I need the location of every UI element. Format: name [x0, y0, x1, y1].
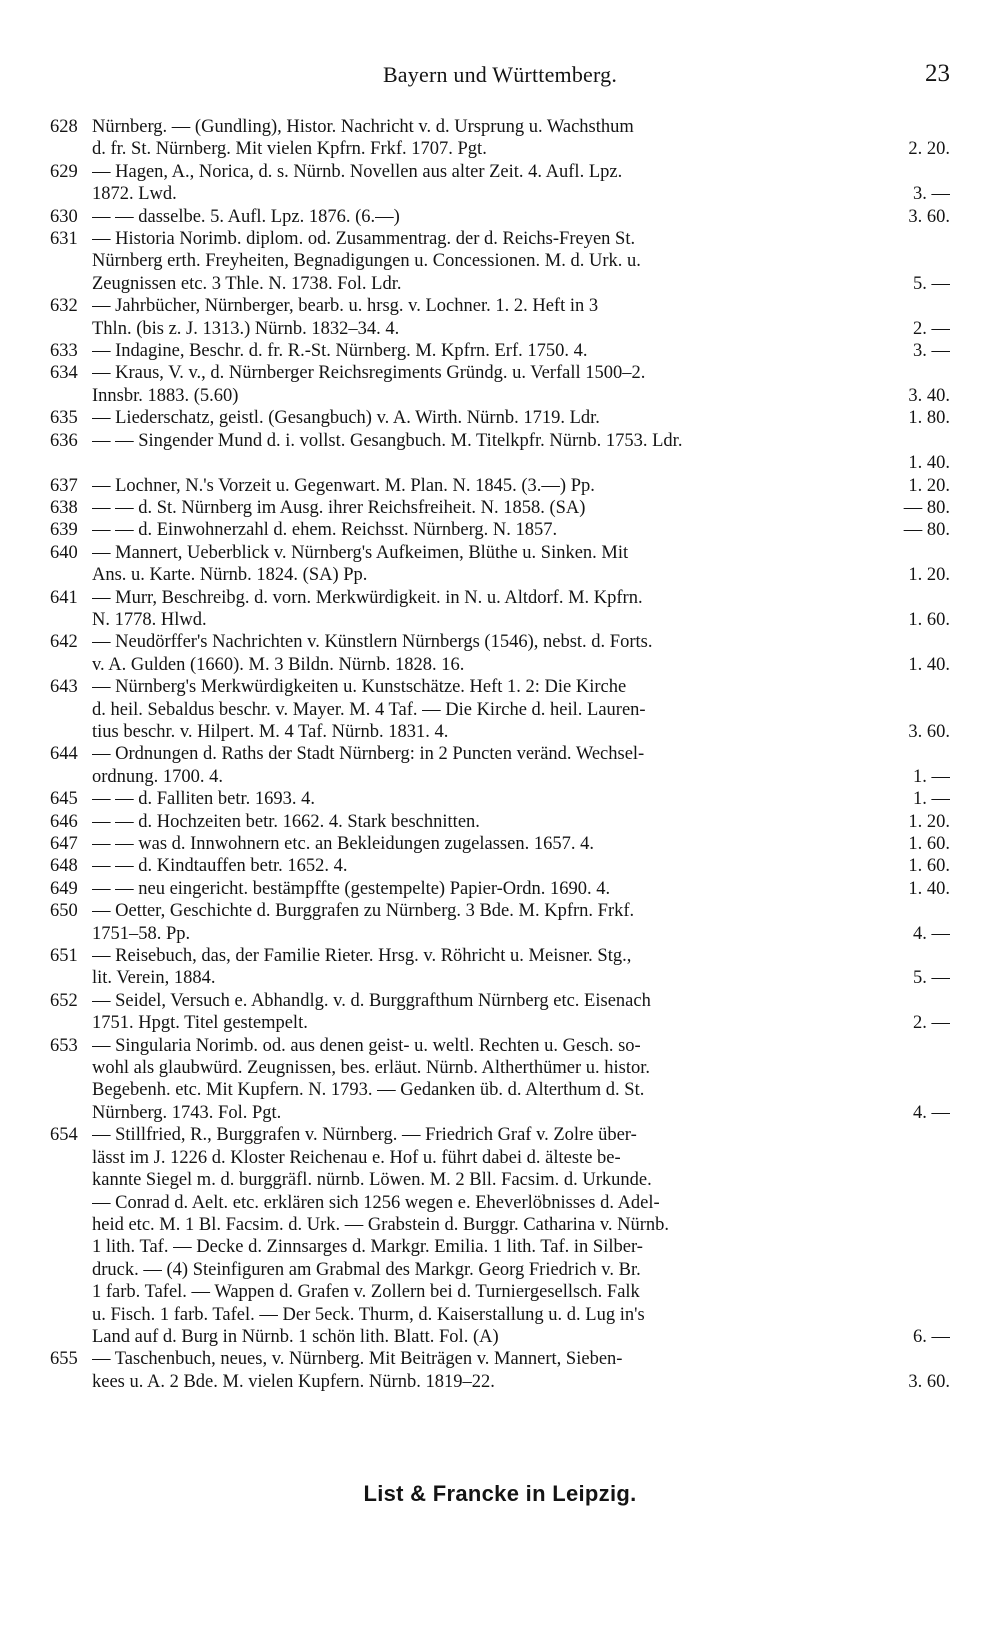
catalog-entry — [50, 407, 950, 429]
entry-text: — Oetter, Geschichte d. Burggrafen zu Nürnberg. 3 Bde. M. Kpfrn. Frkf. — [92, 901, 635, 922]
entry-number: 640 — [50, 542, 78, 563]
entry-price: 1. 60. — [908, 834, 950, 854]
entry-line — [92, 1214, 950, 1236]
entry-number: 646 — [50, 811, 78, 832]
entry-text: — Taschenbuch, neues, v. Nürnberg. Mit Beiträgen v. Mannert, Sieben- — [92, 1349, 623, 1370]
entry-line — [92, 362, 950, 384]
entry-price: 2. 20. — [908, 139, 950, 160]
entry-line — [92, 475, 950, 497]
entry-price: 2. — — [913, 318, 950, 339]
entry-price: 3. 60. — [908, 1371, 950, 1392]
entry-price: 1. 60. — [908, 856, 950, 877]
entry-text: 1751–58. Pp. — [92, 923, 191, 944]
entry-number: 647 — [50, 834, 78, 854]
catalog-entry — [50, 542, 950, 587]
entry-line — [92, 273, 950, 295]
entry-line — [92, 1124, 950, 1146]
entry-text: — — Singender Mund d. i. vollst. Gesangbuch. M. Titelkpfr. Nürnb. 1753. Ldr. — [92, 430, 683, 451]
entry-line — [92, 452, 950, 474]
entry-text: Begebenh. etc. Mit Kupfern. N. 1793. — Gedanken üb. d. Alterthum d. St. — [92, 1080, 645, 1101]
publisher-footer: List & Francke in Leipzig. — [363, 1481, 637, 1506]
entry-line — [92, 923, 950, 945]
catalog-entry — [50, 116, 950, 161]
catalog-entry — [50, 1035, 950, 1125]
entry-price: 4. — — [913, 1102, 950, 1123]
entry-price: 1. 20. — [908, 475, 950, 496]
entry-line — [92, 497, 950, 519]
entry-line — [92, 1147, 950, 1169]
entry-text: — — was d. Innwohnern etc. an Bekleidungen zugelassen. 1657. 4. — [92, 834, 594, 854]
entry-text: — Liederschatz, geistl. (Gesangbuch) v. A. Wirth. Nürnb. 1719. Ldr. — [92, 408, 600, 429]
entry-text: Land auf d. Burg in Nürnb. 1 schön lith. Blatt. Fol. (A) — [92, 1326, 499, 1347]
entry-number: 637 — [50, 475, 78, 496]
entry-line — [92, 564, 950, 586]
catalog-entry — [50, 900, 950, 945]
entry-text: — Ordnungen d. Raths der Stadt Nürnberg: in 2 Puncten veränd. Wechsel- — [92, 744, 645, 765]
entry-number: 631 — [50, 229, 78, 250]
entry-text: — Nürnberg's Merkwürdigkeiten u. Kunstschätze. Heft 1. 2: Die Kirche — [92, 677, 627, 698]
entry-number: 628 — [50, 117, 78, 137]
entry-price: 3. 60. — [908, 721, 950, 742]
entry-line — [92, 1281, 950, 1303]
entry-line — [92, 138, 950, 160]
entry-text: lässt im J. 1226 d. Kloster Reichenau e. Hof u. führt dabei d. älteste be- — [92, 1147, 621, 1168]
entry-text: — Jahrbücher, Nürnberger, bearb. u. hrsg. v. Lochner. 1. 2. Heft in 3 — [92, 296, 599, 317]
entry-line — [92, 519, 950, 541]
entry-text: N. 1778. Hlwd. — [92, 609, 207, 630]
entry-text: — — d. St. Nürnberg im Ausg. ihrer Reichsfreiheit. N. 1858. (SA) — [92, 497, 586, 518]
entry-text: 1872. Lwd. — [92, 184, 177, 205]
entry-line — [92, 116, 950, 138]
entry-price: 5. — — [913, 968, 950, 989]
entry-price: 1. — — [913, 766, 950, 787]
entry-line — [92, 1304, 950, 1326]
page-number: 23 — [925, 60, 950, 87]
entry-number: 645 — [50, 789, 78, 810]
entry-price: 4. — — [913, 923, 950, 944]
entry-text: kees u. A. 2 Bde. M. vielen Kupfern. Nürnb. 1819–22. — [92, 1371, 495, 1392]
entry-line — [92, 385, 950, 407]
entry-price: 1. 40. — [908, 878, 950, 899]
entry-text: druck. — (4) Steinfiguren am Grabmal des Markgr. Georg Friedrich v. Br. — [92, 1259, 641, 1280]
entry-price: 1. 80. — [908, 408, 950, 429]
entry-text: — — d. Falliten betr. 1693. 4. — [92, 789, 316, 810]
entry-number: 653 — [50, 1035, 78, 1056]
entry-line — [92, 1259, 950, 1281]
entry-text: 1751. Hpgt. Titel gestempelt. — [92, 1013, 308, 1034]
entry-line — [92, 340, 950, 362]
entry-text: — — d. Einwohnerzahl d. ehem. Reichsst. Nürnberg. N. 1857. — [92, 520, 558, 541]
entry-line — [92, 699, 950, 721]
entry-number: 642 — [50, 632, 78, 653]
entry-text: Nürnberg. 1743. Fol. Pgt. — [92, 1102, 282, 1123]
entry-price: 3. — — [913, 184, 950, 205]
entry-price: — 80. — [903, 497, 950, 518]
catalog-entry — [50, 945, 950, 990]
entry-text: Nürnberg. — (Gundling), Histor. Nachricht v. d. Ursprung u. Wachsthum — [92, 117, 634, 137]
catalog-entry — [50, 206, 950, 228]
entry-line — [92, 945, 950, 967]
entry-number: 644 — [50, 744, 78, 765]
entry-price: 6. — — [913, 1326, 950, 1347]
entry-text: Thln. (bis z. J. 1313.) Nürnb. 1832–34. 4. — [92, 318, 400, 339]
entry-line — [92, 676, 950, 698]
entry-text: — Seidel, Versuch e. Abhandlg. v. d. Burggrafthum Nürnberg etc. Eisenach — [92, 990, 651, 1011]
page-title: Bayern und Württemberg. — [382, 62, 618, 87]
entry-line — [92, 654, 950, 676]
catalog-entry — [50, 990, 950, 1035]
entry-number: 654 — [50, 1125, 78, 1146]
entry-line — [92, 250, 950, 272]
entry-text: — Murr, Beschreibg. d. vorn. Merkwürdigkeit. in N. u. Altdorf. M. Kpfrn. — [92, 587, 643, 608]
entry-line — [92, 318, 950, 340]
entry-number: 638 — [50, 497, 78, 518]
entry-number: 643 — [50, 677, 78, 698]
catalog-entry — [50, 743, 950, 788]
entry-text: kannte Siegel m. d. burggräfl. nürnb. Löwen. M. 2 Bll. Facsim. d. Urkunde. — [92, 1170, 652, 1191]
entry-text: Ans. u. Karte. Nürnb. 1824. (SA) Pp. — [92, 565, 368, 586]
catalog-entry — [50, 587, 950, 632]
entry-text: — Neudörffer's Nachrichten v. Künstlern Nürnbergs (1546), nebst. d. Forts. — [92, 632, 653, 653]
entry-line — [92, 766, 950, 788]
entry-text: 1 farb. Tafel. — Wappen d. Grafen v. Zollern bei d. Turniergesellsch. Falk — [92, 1282, 640, 1303]
entry-text: heid etc. M. 1 Bl. Facsim. d. Urk. — Grabstein d. Burggr. Catharina v. Nürnb. — [92, 1214, 670, 1235]
catalog-entry — [50, 295, 950, 340]
entry-line — [92, 430, 950, 452]
entry-number: 650 — [50, 901, 78, 922]
entry-line — [92, 811, 950, 833]
entry-number: 633 — [50, 341, 78, 362]
catalog-entry — [50, 1124, 950, 1348]
entry-number: 630 — [50, 206, 78, 227]
entry-line — [92, 609, 950, 631]
entry-line — [92, 542, 950, 564]
entry-text: — — dasselbe. 5. Aufl. Lpz. 1876. (6.—) — [92, 206, 400, 227]
catalog-entry — [50, 228, 950, 295]
entry-price: 2. — — [913, 1013, 950, 1034]
entry-text: tius beschr. v. Hilpert. M. 4 Taf. Nürnb. 1831. 4. — [92, 721, 449, 742]
entry-line — [92, 295, 950, 317]
entry-text: — Indagine, Beschr. d. fr. R.-St. Nürnberg. M. Kpfrn. Erf. 1750. 4. — [92, 341, 588, 362]
entry-price: 1. 40. — [908, 453, 950, 474]
entry-text: ordnung. 1700. 4. — [92, 766, 224, 787]
entry-number: 652 — [50, 990, 78, 1011]
catalog-entry — [50, 788, 950, 810]
entry-line — [92, 183, 950, 205]
entry-line — [92, 1236, 950, 1258]
entry-line — [92, 743, 950, 765]
entry-line — [92, 1192, 950, 1214]
catalog-entry — [50, 475, 950, 497]
entry-number: 632 — [50, 296, 78, 317]
entry-text: — — d. Hochzeiten betr. 1662. 4. Stark beschnitten. — [92, 811, 480, 832]
page-header — [50, 62, 950, 94]
entry-price: 3. 40. — [908, 385, 950, 406]
catalog-entry — [50, 430, 950, 475]
entry-line — [92, 1169, 950, 1191]
entry-line — [92, 1012, 950, 1034]
entry-line — [92, 1079, 950, 1101]
entry-line — [92, 833, 950, 855]
catalog-entries — [50, 116, 950, 1393]
entry-line — [92, 1348, 950, 1370]
entry-text: d. heil. Sebaldus beschr. v. Mayer. M. 4 Taf. — Die Kirche d. heil. Lauren- — [92, 699, 646, 720]
entry-price: 1. 20. — [908, 565, 950, 586]
entry-text: — Hagen, A., Norica, d. s. Nürnb. Novellen aus alter Zeit. 4. Aufl. Lpz. — [92, 161, 623, 182]
entry-line — [92, 878, 950, 900]
entry-text: — Kraus, V. v., d. Nürnberger Reichsregiments Gründg. u. Verfall 1500–2. — [92, 363, 646, 384]
entry-line — [92, 788, 950, 810]
entry-line — [92, 587, 950, 609]
entry-number: 648 — [50, 856, 78, 877]
entry-text: — — neu eingericht. bestämpffte (gestempelte) Papier-Ordn. 1690. 4. — [92, 878, 611, 899]
catalog-entry — [50, 833, 950, 855]
entry-number: 636 — [50, 430, 78, 451]
catalog-entry — [50, 855, 950, 877]
entry-line — [92, 900, 950, 922]
catalog-entry — [50, 676, 950, 743]
entry-text: — Singularia Norimb. od. aus denen geist- u. weltl. Rechten u. Gesch. so- — [92, 1035, 641, 1056]
entry-price: 1. 60. — [908, 609, 950, 630]
entry-line — [92, 1326, 950, 1348]
entry-price: 3. 60. — [908, 206, 950, 227]
catalog-entry — [50, 519, 950, 541]
entry-number: 639 — [50, 520, 78, 541]
entry-price: — 80. — [903, 520, 950, 541]
entry-line — [92, 967, 950, 989]
entry-line — [92, 1057, 950, 1079]
entry-text: lit. Verein, 1884. — [92, 968, 216, 989]
entry-text: — Conrad d. Aelt. etc. erklären sich 1256 wegen e. Eheverlöbnisses d. Adel- — [92, 1192, 660, 1213]
entry-line — [92, 1035, 950, 1057]
entry-line — [92, 161, 950, 183]
entry-line — [92, 631, 950, 653]
entry-line — [92, 990, 950, 1012]
entry-number: 634 — [50, 363, 78, 384]
entry-line — [92, 228, 950, 250]
entry-line — [92, 1371, 950, 1393]
entry-line — [92, 855, 950, 877]
entry-number: 655 — [50, 1349, 78, 1370]
entry-text: d. fr. St. Nürnberg. Mit vielen Kpfrn. Frkf. 1707. Pgt. — [92, 139, 487, 160]
entry-line — [92, 1102, 950, 1124]
entry-line — [92, 721, 950, 743]
catalog-entry — [50, 811, 950, 833]
entry-line — [92, 206, 950, 228]
entry-price: 1. 40. — [908, 654, 950, 675]
entry-price: 1. 20. — [908, 811, 950, 832]
entry-number: 629 — [50, 161, 78, 182]
entry-text: — Stillfried, R., Burggrafen v. Nürnberg. — Friedrich Graf v. Zolre über- — [92, 1125, 637, 1146]
entry-text: — — d. Kindtauffen betr. 1652. 4. — [92, 856, 348, 877]
catalog-entry — [50, 497, 950, 519]
entry-number: 635 — [50, 408, 78, 429]
entry-text: — Historia Norimb. diplom. od. Zusammentrag. der d. Reichs-Freyen St. — [92, 229, 636, 250]
entry-number: 641 — [50, 587, 78, 608]
entry-price: 3. — — [913, 341, 950, 362]
entry-text: — Mannert, Ueberblick v. Nürnberg's Aufkeimen, Blüthe u. Sinken. Mit — [92, 542, 629, 563]
entry-text: wohl als glaubwürd. Zeugnissen, bes. erläut. Nürnb. Altherthümer u. histor. — [92, 1058, 650, 1079]
entry-text: Zeugnissen etc. 3 Thle. N. 1738. Fol. Ldr. — [92, 273, 402, 294]
catalog-entry — [50, 340, 950, 362]
entry-text: 1 lith. Taf. — Decke d. Zinnsarges d. Markgr. Emilia. 1 lith. Taf. in Silber- — [92, 1237, 643, 1258]
entry-text: Nürnberg erth. Freyheiten, Begnadigungen u. Concessionen. M. d. Urk. u. — [92, 251, 641, 272]
catalog-entry — [50, 878, 950, 900]
entry-number: 649 — [50, 878, 78, 899]
entry-text: — Reisebuch, das, der Familie Rieter. Hrsg. v. Röhricht u. Meisner. Stg., — [92, 946, 632, 967]
catalog-entry — [50, 1348, 950, 1393]
entry-price: 5. — — [913, 273, 950, 294]
entry-number: 651 — [50, 946, 78, 967]
catalog-entry — [50, 161, 950, 206]
entry-price: 1. — — [913, 789, 950, 810]
catalog-entry — [50, 362, 950, 407]
entry-text: u. Fisch. 1 farb. Tafel. — Der 5eck. Thurm, d. Kaiserstallung u. d. Lug in's — [92, 1304, 645, 1325]
entry-line — [92, 407, 950, 429]
entry-text: Innsbr. 1883. (5.60) — [92, 385, 239, 406]
catalog-entry — [50, 631, 950, 676]
entry-text: v. A. Gulden (1660). M. 3 Bildn. Nürnb. 1828. 16. — [92, 654, 465, 675]
entry-text: — Lochner, N.'s Vorzeit u. Gegenwart. M. Plan. N. 1845. (3.—) Pp. — [92, 475, 595, 496]
